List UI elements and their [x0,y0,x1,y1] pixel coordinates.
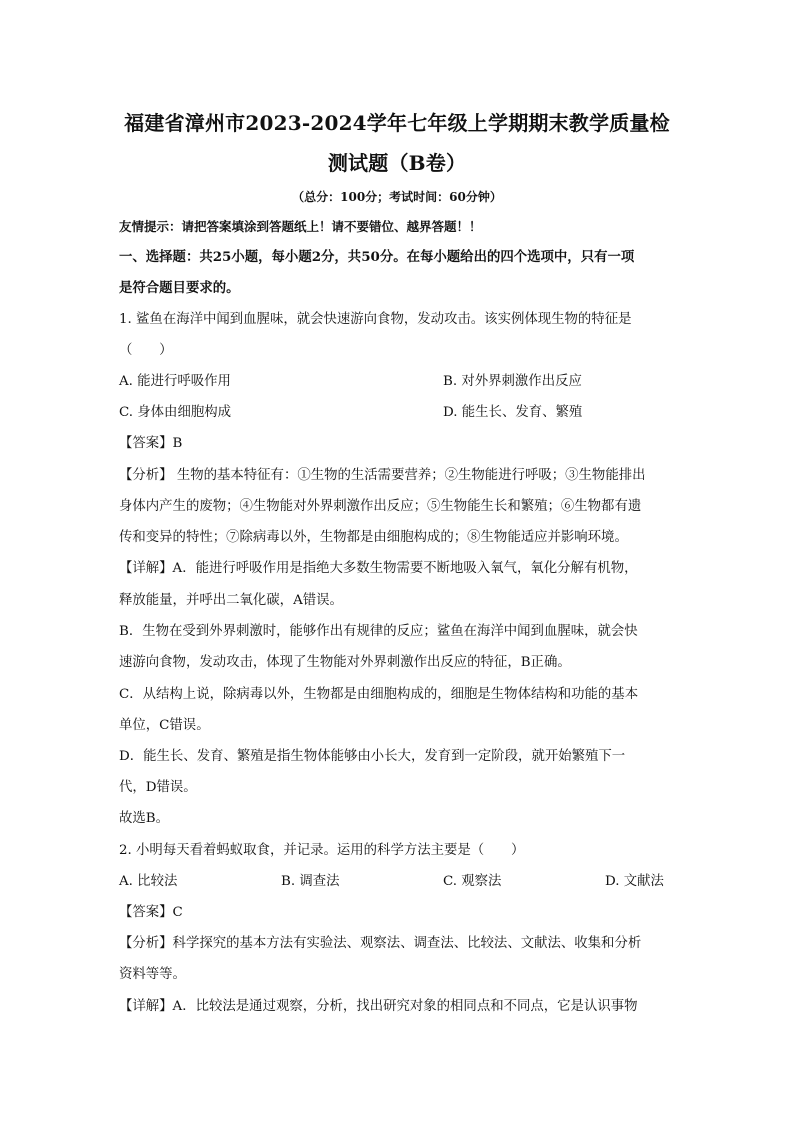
question-2-stem: 2. 小明每天看着蚂蚁取食，并记录。运用的科学方法主要是（ ） [119,843,525,858]
question-1-detail-line-4: 速游向食物，发动攻击，体现了生物能对外界刺激作出反应的特征，B正确。 [119,655,571,670]
question-1-answer: 【答案】B [119,436,183,451]
question-1-detail-line-2: 释放能量，并呼出二氧化碳，A错误。 [119,593,343,608]
question-2-detail-line-1: 【详解】A．比较法是通过观察，分析，找出研究对象的相同点和不同点，它是认识事物 [119,999,638,1014]
question-1-conclusion: 故选B。 [119,811,170,826]
question-1-analysis-line-1: 【分析】 生物的基本特征有：①生物的生活需要营养；②生物能进行呼吸；③生物能排出 [119,468,646,483]
page-title-line-2: 测试题（B卷） [327,151,467,175]
section-heading-line-1: 一、选择题：共25小题，每小题2分，共50分。在每小题给出的四个选项中，只有一项 [119,249,635,265]
question-1-detail-line-1: 【详解】A．能进行呼吸作用是指绝大多数生物需要不断地吸入氧气，氧化分解有机物， [119,561,638,576]
question-1-stem-line-2: （ ） [119,343,173,358]
question-1-detail-line-7: D．能生长、发育、繁殖是指生物体能够由小长大，发育到一定阶段，就开始繁殖下一 [119,749,626,764]
question-2-answer: 【答案】C [119,905,183,920]
page-title-line-1: 福建省漳州市2023-2024学年七年级上学期期末教学质量检 [124,111,670,135]
question-2-analysis-line-1: 【分析】科学探究的基本方法有实验法、观察法、调查法、比较法、文献法、收集和分析 [119,936,642,951]
question-2-analysis-line-2: 资料等等。 [119,967,186,982]
question-2-option-d: D. 文献法 [605,874,664,889]
question-2-option-c: C. 观察法 [443,874,502,889]
question-1-detail-line-5: C．从结构上说，除病毒以外，生物都是由细胞构成的，细胞是生物体结构和功能的基本 [119,687,639,702]
question-1-detail-line-8: 代，D错误。 [119,780,197,795]
question-1-option-c: C. 身体由细胞构成 [119,405,232,420]
question-2-option-a: A. 比较法 [119,874,178,889]
notice-text: 友情提示：请把答案填涂到答题纸上！请不要错位、越界答题！！ [119,219,482,234]
exam-info-subtitle: （总分：100分；考试时间：60分钟） [292,190,502,204]
question-2-option-b: B. 调查法 [281,874,340,889]
question-1-detail-line-3: B．生物在受到外界刺激时，能够作出有规律的反应；鲨鱼在海洋中闻到血腥味，就会快 [119,624,638,639]
section-heading-line-2: 是符合题目要求的。 [119,280,240,296]
question-1-stem-line-1: 1. 鲨鱼在海洋中闻到血腥味，就会快速游向食物，发动攻击。该实例体现生物的特征是 [119,312,632,327]
question-1-analysis-line-3: 传和变异的特性；⑦除病毒以外，生物都是由细胞构成的；⑧生物能适应并影响环境。 [119,530,628,545]
question-1-option-a: A. 能进行呼吸作用 [119,374,231,389]
question-1-option-b: B. 对外界刺激作出反应 [443,374,582,389]
question-1-analysis-line-2: 身体内产生的废物；④生物能对外界刺激作出反应；⑤生物能生长和繁殖；⑥生物都有遗 [119,499,642,514]
question-1-option-d: D. 能生长、发育、繁殖 [443,405,583,420]
question-1-detail-line-6: 单位，C错误。 [119,718,210,733]
